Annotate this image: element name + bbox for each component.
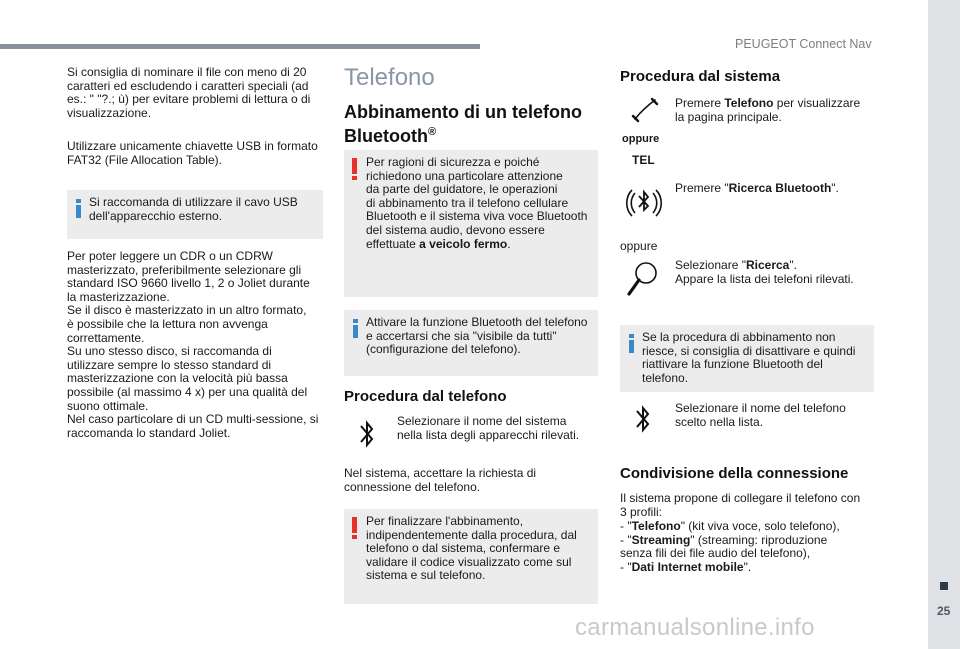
info-icon	[76, 199, 81, 217]
bluetooth-icon	[357, 417, 377, 451]
phone-handset-icon	[630, 97, 660, 125]
system-step-select-phone: Selezionare il nome del telefono scelto nella lista.	[675, 401, 846, 429]
profiles-list	[620, 520, 880, 574]
header-title: PEUGEOT Connect Nav	[735, 37, 872, 51]
accept-request-paragraph: Nel sistema, accettare la richiesta di connessione del telefono.	[344, 466, 537, 494]
end-of-section-mark	[940, 582, 948, 590]
bluetooth-icon	[633, 402, 653, 436]
info-note-bluetooth-visible	[344, 310, 598, 376]
info-note-text: Attivare la funzione Bluetooth del telefono e accertarsi che sia "visibile da tutti" (configurazione del telefono).	[366, 315, 588, 357]
page-number: 25	[937, 604, 951, 618]
profiles-intro-paragraph: Il sistema propone di collegare il telefono con 3 profili:	[620, 491, 861, 519]
info-note-pairing-fails	[620, 325, 874, 392]
info-note-usb-cable	[67, 190, 323, 239]
oppure-label: oppure	[620, 239, 658, 253]
system-step-select-search: Selezionare "Ricerca". Appare la lista dei telefoni rilevati.	[675, 258, 854, 286]
profile-item-internet: - "Dati Internet mobile".	[620, 559, 752, 574]
warning-note-safety	[344, 150, 598, 297]
bluetooth-search-icon	[621, 180, 667, 226]
system-procedure-heading: Procedura dal sistema	[620, 68, 781, 85]
info-icon	[353, 319, 358, 337]
phone-step-select-system: Selezionare il nome del sistema nella lista degli apparecchi rilevati.	[397, 414, 580, 442]
pairing-heading-line1: Abbinamento di un telefono	[344, 102, 582, 122]
warning-icon	[352, 517, 357, 539]
info-note-text: Si raccomanda di utilizzare il cavo USB dell'apparecchio esterno.	[89, 195, 298, 223]
warning-note-text: Per finalizzare l'abbinamento, indipendentemente dalla procedura, dal telefono o dal sistema, confermare e validare il codice visualizzato come sul sistema e sul telefono.	[366, 514, 577, 583]
info-note-text: Se la procedura di abbinamento non riesce, si consiglia di disattivare e quindi riattivare la funzione Bluetooth del telefono.	[642, 330, 856, 385]
profile-item-streaming: - "Streaming" (streaming: riproduzione senza fili dei file audio del telefono),	[620, 532, 828, 561]
system-step-press-phone: Premere Telefono per visualizzare la pagina principale.	[675, 96, 861, 124]
registered-mark: ®	[427, 126, 437, 138]
usb-format-paragraph: Utilizzare unicamente chiavette USB in formato FAT32 (File Allocation Table).	[67, 139, 318, 167]
pairing-heading	[344, 102, 604, 146]
oppure-label-bold: oppure	[622, 133, 660, 145]
warning-note-code	[344, 509, 598, 604]
system-step-bluetooth-search: Premere "Ricerca Bluetooth".	[675, 181, 839, 195]
profile-item-telefono: - "Telefono" (kit viva voce, solo telefono),	[620, 519, 840, 533]
watermark: carmanualsonline.info	[575, 614, 815, 641]
page-edge-strip	[928, 0, 960, 649]
connection-sharing-heading: Condivisione della connessione	[620, 465, 849, 482]
cd-burning-paragraph: Per poter leggere un CDR o un CDRW masterizzato, preferibilmente selezionare gli standard ISO 9660 livello 1, 2 o Joliet durante la masterizzazione. Se il disco è masterizzato in un altro formato, è possibile che la lettura non avvenga correttamente. Su uno stesso disco, si raccomanda di utilizzare sempre lo stesso standard di masterizzazione con la velocità più bassa possibile (al massimo 4 x) per una qualità del suono ottimale. Nel caso particolare di un CD multi-sessione, si raccomanda lo standard Joliet.	[67, 249, 319, 440]
header-rule	[0, 44, 480, 49]
section-title: Telefono	[344, 64, 435, 91]
phone-procedure-heading: Procedura dal telefono	[344, 388, 507, 405]
magnifier-search-icon	[624, 258, 662, 300]
pairing-heading-line2: Bluetooth	[344, 126, 428, 146]
warning-icon	[352, 158, 357, 180]
info-icon	[629, 334, 634, 352]
usb-filename-paragraph: Si consiglia di nominare il file con meno di 20 caratteri ed escludendo i caratteri speciali (ad es.: " "?.; ù) per evitare problemi di lettura o di visualizzazione.	[67, 65, 311, 120]
warning-note-text: Per ragioni di sicurezza e poiché richiedono una particolare attenzione da parte del guidatore, le operazioni di abbinamento tra il telefono cellulare Bluetooth e il sistema viva voce Bluetooth del sistema audio, devono essere effettuate a veicolo fermo.	[366, 155, 588, 251]
tel-button-label: TEL	[632, 153, 655, 167]
